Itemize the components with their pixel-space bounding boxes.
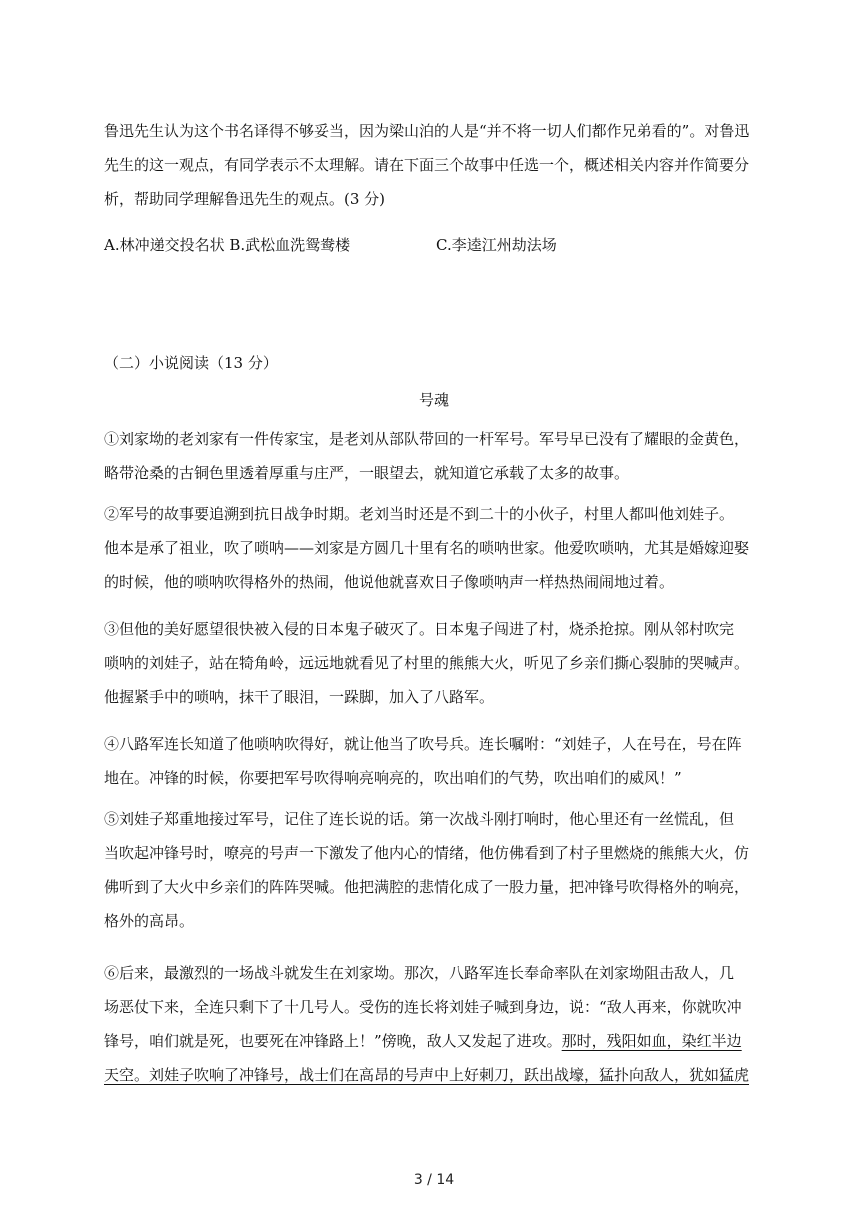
option-c: C.李逵江州劫法场 (436, 236, 557, 254)
question-line: 鲁迅先生认为这个书名译得不够妥当，因为梁山泊的人是“并不将一切人们都作兄弟看的”。对鲁迅 (104, 122, 750, 140)
question-paragraph (104, 114, 766, 216)
paragraph-4 (104, 727, 766, 795)
paragraph-line: 唢呐的刘娃子，站在犄角岭，远远地就看见了村里的熊熊大火，听见了乡亲们撕心裂肺的哭喊声。 (104, 654, 750, 672)
underlined-passage: 天空。刘娃子吹响了冲锋号，战士们在高昂的号声中上好刺刀，跃出战壕，猛扑向敌人，犹如猛虎 (104, 1066, 750, 1084)
paragraph-text: 锋号，咱们就是死，也要死在冲锋路上！”傍晚，敌人又发起了进攻。 (104, 1032, 562, 1050)
paragraph-line: ④八路军连长知道了他唢呐吹得好，就让他当了吹号兵。连长嘱咐：“刘娃子，人在号在，号在阵 (104, 735, 742, 753)
question-line: 析，帮助同学理解鲁迅先生的观点。(3 分) (104, 190, 386, 208)
paragraph-line: 场恶仗下来，全连只剩下了十几号人。受伤的连长将刘娃子喊到身边，说：“敌人再来，你就吹冲 (104, 998, 742, 1016)
paragraph-line: 佛听到了大火中乡亲们的阵阵哭喊。他把满腔的悲情化成了一股力量，把冲锋号吹得格外的响亮， (104, 878, 750, 896)
section-heading: （二）小说阅读（13 分） (104, 354, 278, 372)
paragraph-line: ③但他的美好愿望很快被入侵的日本鬼子破灭了。日本鬼子闯进了村，烧杀抢掠。刚从邻村吹完 (104, 620, 735, 638)
paragraph-6 (104, 956, 766, 1092)
paragraph-line: ①刘家坳的老刘家有一件传家宝，是老刘从部队带回的一杆军号。军号早已没有了耀眼的金黄色， (104, 430, 750, 448)
paragraph-line (104, 1024, 766, 1058)
paragraph-line: ⑥后来，最激烈的一场战斗就发生在刘家坳。那次，八路军连长奉命率队在刘家坳阻击敌人，几 (104, 964, 735, 982)
paragraph-line: 他握紧手中的唢呐，抹干了眼泪，一跺脚，加入了八路军。 (104, 688, 495, 706)
paragraph-1 (104, 422, 766, 490)
paragraph-3 (104, 612, 766, 714)
question-line: 先生的这一观点，有同学表示不太理解。请在下面三个故事中任选一个，概述相关内容并作简要分 (104, 156, 750, 174)
page-number: 3 / 14 (413, 1172, 455, 1188)
paragraph-line: ⑤刘娃子郑重地接过军号，记住了连长说的话。第一次战斗刚打响时，他心里还有一丝慌乱，但 (104, 810, 735, 828)
options-a-b: A.林冲递交投名状 B.武松血洗鸳鸯楼 (104, 236, 351, 254)
paragraph-line: 的时候，他的唢呐吹得格外的热闹，他说他就喜欢日子像唢呐声一样热热闹闹地过着。 (104, 573, 675, 591)
paragraph-2 (104, 497, 766, 599)
paragraph-line: 略带沧桑的古铜色里透着厚重与庄严，一眼望去，就知道它承载了太多的故事。 (104, 464, 630, 482)
paragraph-line: 他本是承了祖业，吹了唢呐——刘家是方圆几十里有名的唢呐世家。他爱吹唢呐，尤其是婚嫁迎娶 (104, 539, 750, 557)
story-title: 号魂 (418, 391, 449, 409)
paragraph-line: 当吹起冲锋号时，嘹亮的号声一下激发了他内心的情绪，他仿佛看到了村子里燃烧的熊熊大火，仿 (104, 844, 750, 862)
paragraph-line: 地在。冲锋的时候，你要把军号吹得响亮响亮的，吹出咱们的气势，吹出咱们的威风！” (104, 769, 682, 787)
answer-options (104, 228, 557, 262)
paragraph-line: ②军号的故事要追溯到抗日战争时期。老刘当时还是不到二十的小伙子，村里人都叫他刘娃子。 (104, 505, 735, 523)
paragraph-line: 格外的高昂。 (104, 912, 195, 930)
underlined-passage: 那时，残阳如血，染红半边 (561, 1032, 742, 1050)
paragraph-5 (104, 802, 766, 938)
